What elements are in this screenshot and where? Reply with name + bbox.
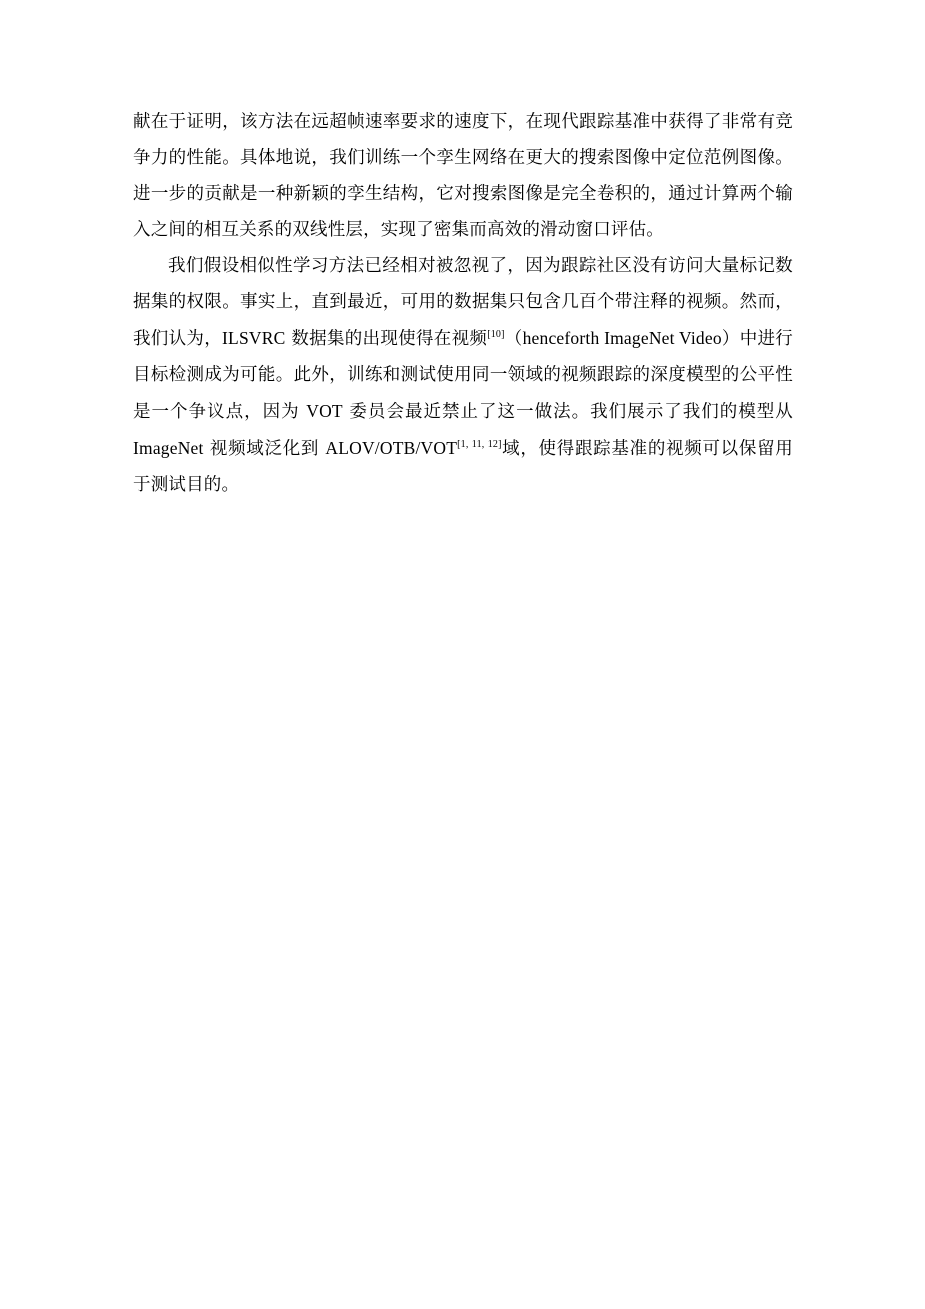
latin-term: ALOV/OTB/VOT [325,438,458,458]
cjk-text: 视频域泛化到 [203,439,326,459]
cjk-text: 域，使得跟踪基准的视频可以保留用于测试目的。 [133,439,793,495]
citation-reference: [1, 11, 12] [457,439,502,451]
body-text [133,104,793,503]
cjk-text: 献在于证明，该方法在远超帧速率要求的速度下，在现代跟踪基准中获得了非常有竞争力的性能。具体地说，我们训练一个孪生网络在更大的搜索图像中定位范例图像。进一步的贡献是一种新颖的孪生结构，它对搜索图像是完全卷积的，通过计算两个输入之间的相互关系的双线性层，实现了密集而高效的滑动窗口评估。 [133,112,793,240]
latin-term: henceforth ImageNet Video [522,328,722,348]
cjk-text: ）中进行目标检测成为可能。此外，训练和测试使用同一领域的视频跟踪的深度模型的公平性是一个争议点，因为 [133,329,794,422]
paragraph-1 [133,104,793,248]
latin-term: VOT [306,401,343,421]
cjk-text: 我们假设相似性学习方法已经相对被忽视了，因为跟踪社区没有访问大量标记数据集的权限。事实上，直到最近，可用的数据集只包含几百个带注释的视频。然而，我们认为， [133,256,793,349]
cjk-text: （ [504,329,523,349]
cjk-text: 数据集的出现使得在视频 [285,329,488,349]
citation-reference: [10] [487,329,505,341]
latin-term: ILSVRC [222,328,286,348]
paragraph-2 [133,248,793,503]
cjk-text: 委员会最近禁止了这一做法。我们展示了我们的模型从 [342,402,794,422]
latin-term: ImageNet [133,438,204,458]
